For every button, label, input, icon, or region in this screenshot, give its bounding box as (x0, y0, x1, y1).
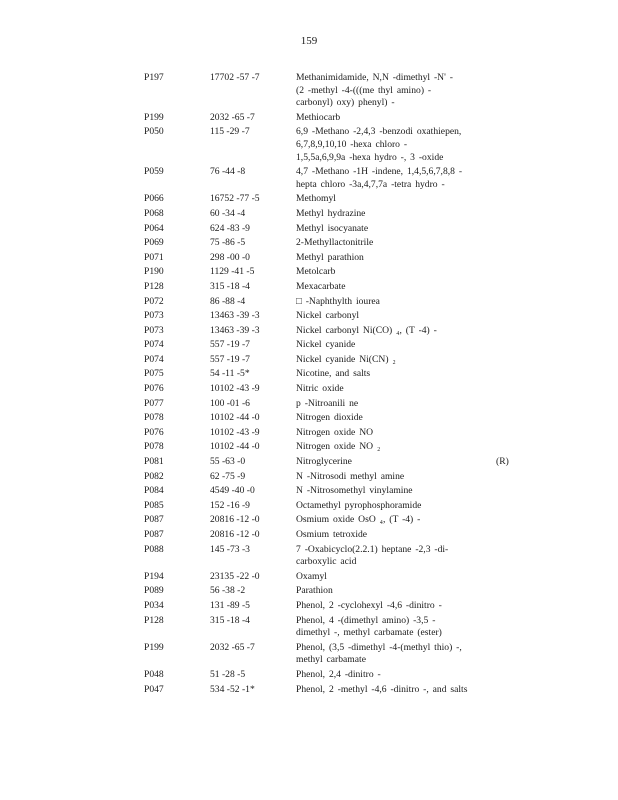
waste-code: P084 (144, 485, 164, 497)
waste-code: P087 (144, 514, 164, 526)
entry-row (0, 112, 618, 125)
substance-name (296, 112, 496, 125)
substance-name-line: Octamethyl pyrophosphoramide (296, 499, 422, 511)
waste-code: P073 (144, 310, 164, 322)
entry-row (0, 166, 618, 191)
entry-row (0, 72, 618, 110)
substance-name (296, 427, 496, 440)
entries-table (0, 72, 618, 698)
substance-name (296, 383, 496, 396)
page-number: 159 (300, 35, 318, 47)
cas-number: 13463 -39 -3 (210, 324, 260, 336)
substance-name-line: (2 -methyl -4-(((me thyl amino) - (296, 84, 432, 96)
entry-row (0, 266, 618, 279)
substance-name (296, 354, 496, 367)
substance-name-line: dimethyl -, methyl carbamate (ester) (296, 627, 442, 639)
cas-number: 54 -11 -5* (210, 368, 250, 380)
waste-code: P078 (144, 441, 164, 453)
waste-code: P071 (144, 251, 164, 263)
substance-name (296, 571, 496, 584)
substance-name (296, 529, 496, 542)
substance-name (296, 237, 496, 250)
entry-row (0, 441, 618, 454)
entry-row (0, 514, 618, 527)
substance-name-line: Methyl isocyanate (296, 222, 369, 234)
waste-code: P064 (144, 222, 164, 234)
waste-code: P048 (144, 668, 164, 680)
substance-name-line: Nickel carbonyl (296, 310, 360, 322)
cas-number: 86 -88 -4 (210, 295, 246, 307)
substance-name-line: Nitric oxide (296, 383, 344, 395)
substance-name-line: Oxamyl (296, 570, 327, 582)
substance-name-line: 6,9 -Methano -2,4,3 -benzodi oxathiepen, (296, 126, 462, 138)
cas-number: 131 -89 -5 (210, 599, 250, 611)
cas-number: 56 -38 -2 (210, 585, 246, 597)
waste-code: P074 (144, 339, 164, 351)
waste-code: P068 (144, 207, 164, 219)
substance-name (296, 266, 496, 279)
substance-name-line: 1,5,5a,6,9,9a -hexa hydro -, 3 -oxide (296, 151, 444, 163)
waste-code: P081 (144, 456, 164, 468)
waste-code: P078 (144, 412, 164, 424)
waste-code: P069 (144, 237, 164, 249)
entry-row (0, 296, 618, 309)
cas-number: 1129 -41 -5 (210, 266, 255, 278)
substance-name-line: 6,7,8,9,10,10 -hexa chloro - (296, 138, 408, 150)
substance-name (296, 642, 496, 667)
substance-name-line: hepta chloro -3a,4,7,7a -tetra hydro - (296, 178, 445, 190)
substance-name-line: Osmium oxide OsO ₄, (T -4) - (296, 514, 421, 526)
substance-name (296, 252, 496, 265)
substance-name (296, 310, 496, 323)
substance-name-line: N -Nitrosomethyl vinylamine (296, 485, 413, 497)
substance-name-line: Phenol, 4 -(dimethyl amino) -3,5 - (296, 614, 436, 626)
waste-code: P073 (144, 324, 164, 336)
entry-row (0, 642, 618, 667)
substance-name-line: Metolcarb (296, 266, 336, 278)
entry-row (0, 529, 618, 542)
waste-code: P082 (144, 470, 164, 482)
substance-name-line: Phenol, 2 -cyclohexyl -4,6 -dinitro - (296, 599, 442, 611)
entry-row (0, 383, 618, 396)
substance-name-line: Parathion (296, 585, 333, 597)
cas-number: 75 -86 -5 (210, 237, 246, 249)
substance-name (296, 669, 496, 682)
cas-number: 60 -34 -4 (210, 207, 246, 219)
cas-number: 10102 -43 -9 (210, 383, 260, 395)
waste-code: P089 (144, 585, 164, 597)
cas-number: 145 -73 -3 (210, 543, 250, 555)
entry-row (0, 339, 618, 352)
waste-code: P050 (144, 126, 164, 138)
substance-name-line: p -Nitroanili ne (296, 397, 359, 409)
waste-code: P190 (144, 266, 164, 278)
entry-row (0, 208, 618, 221)
cas-number: 13463 -39 -3 (210, 310, 260, 322)
substance-name (296, 208, 496, 221)
substance-name-line: methyl carbamate (296, 654, 366, 666)
cas-number: 2032 -65 -7 (210, 641, 255, 653)
cas-number: 20816 -12 -0 (210, 514, 260, 526)
substance-name (296, 684, 496, 697)
substance-name-line: Phenol, 2 -methyl -4,6 -dinitro -, and salts (296, 683, 468, 695)
entry-row (0, 684, 618, 697)
substance-name-line: carboxylic acid (296, 556, 357, 568)
entry-row (0, 237, 618, 250)
entry-row (0, 223, 618, 236)
substance-name-line: Methanimidamide, N,N -dimethyl -N' - (296, 72, 453, 83)
waste-code: P059 (144, 166, 164, 178)
waste-code: P076 (144, 426, 164, 438)
entry-row (0, 354, 618, 367)
substance-name-line: Nickel carbonyl Ni(CO) ₄, (T -4) - (296, 324, 437, 336)
entry-row (0, 310, 618, 323)
waste-code: P077 (144, 397, 164, 409)
entry-row (0, 325, 618, 338)
waste-code: P199 (144, 641, 164, 653)
cas-number: 20816 -12 -0 (210, 529, 260, 540)
cas-number: 115 -29 -7 (210, 126, 250, 138)
waste-code: P087 (144, 529, 164, 540)
cas-number: 557 -19 -7 (210, 339, 250, 351)
substance-name-line: Nickel cyanide (296, 339, 356, 351)
cas-number: 557 -19 -7 (210, 353, 250, 365)
substance-name (296, 544, 496, 569)
substance-name-line: Osmium tetroxide (296, 529, 368, 540)
substance-name-line: Methyl parathion (296, 251, 364, 263)
substance-name-line: Methyl hydrazine (296, 207, 366, 219)
entry-row (0, 669, 618, 682)
substance-name-line: 2-Methyllactonitrile (296, 237, 374, 249)
substance-name-line: Nitrogen dioxide (296, 412, 363, 424)
substance-name (296, 193, 496, 206)
entry-row (0, 500, 618, 513)
substance-name (296, 296, 496, 309)
cas-number: 315 -18 -4 (210, 280, 250, 292)
entry-row (0, 412, 618, 425)
substance-name-line: Methomyl (296, 193, 336, 205)
substance-name (296, 281, 496, 294)
substance-name-line: Nitrogen oxide NO (296, 426, 374, 438)
cas-number: 76 -44 -8 (210, 166, 246, 178)
cas-number: 51 -28 -5 (210, 668, 246, 680)
waste-code: P197 (144, 72, 164, 83)
substance-name-line: □ -Naphthylth iourea (296, 295, 380, 307)
cas-number: 624 -83 -9 (210, 222, 250, 234)
substance-name (296, 485, 496, 498)
waste-code: P072 (144, 295, 164, 307)
waste-code: P076 (144, 383, 164, 395)
substance-name-line: Mexacarbate (296, 280, 346, 292)
substance-name (296, 500, 496, 513)
entry-row (0, 368, 618, 381)
entry-row (0, 471, 618, 484)
substance-name (296, 166, 496, 191)
substance-name (296, 456, 496, 469)
substance-name (296, 339, 496, 352)
substance-name (296, 514, 496, 527)
substance-name (296, 72, 496, 110)
substance-name (296, 223, 496, 236)
waste-code: P075 (144, 368, 164, 380)
waste-code: P088 (144, 543, 164, 555)
entry-row (0, 252, 618, 265)
cas-number: 4549 -40 -0 (210, 485, 255, 497)
entry-row (0, 615, 618, 640)
substance-name-line: 7 -Oxabicyclo(2.2.1) heptane -2,3 -di- (296, 543, 449, 555)
entry-row (0, 544, 618, 569)
substance-name-line: Nitroglycerine (296, 456, 352, 468)
cas-number: 62 -75 -9 (210, 470, 246, 482)
cas-number: 100 -01 -6 (210, 397, 250, 409)
waste-code: P047 (144, 683, 164, 695)
entry-row (0, 398, 618, 411)
entry-row (0, 193, 618, 206)
substance-name (296, 471, 496, 484)
entry-row (0, 456, 618, 469)
entry-row (0, 126, 618, 164)
cas-number: 10102 -44 -0 (210, 441, 260, 453)
substance-name (296, 615, 496, 640)
cas-number: 534 -52 -1* (210, 683, 255, 695)
cas-number: 17702 -57 -7 (210, 72, 260, 83)
waste-code: P199 (144, 111, 164, 123)
waste-code: P074 (144, 353, 164, 365)
cas-number: 152 -16 -9 (210, 499, 250, 511)
waste-code: P194 (144, 570, 164, 582)
substance-name (296, 126, 496, 164)
substance-name (296, 368, 496, 381)
cas-number: 55 -63 -0 (210, 456, 246, 468)
entry-row (0, 600, 618, 613)
substance-name (296, 325, 496, 338)
substance-name-line: Methiocarb (296, 111, 341, 123)
waste-code: P034 (144, 599, 164, 611)
waste-code: P128 (144, 614, 164, 626)
cas-number: 16752 -77 -5 (210, 193, 260, 205)
substance-name-line: carbonyl) oxy) phenyl) - (296, 97, 395, 109)
substance-name-line: N -Nitrosodi methyl amine (296, 470, 405, 482)
waste-code: P128 (144, 280, 164, 292)
substance-name-line: Nicotine, and salts (296, 368, 371, 380)
cas-number: 2032 -65 -7 (210, 111, 255, 123)
substance-name (296, 585, 496, 598)
waste-code: P066 (144, 193, 164, 205)
substance-name-line: Phenol, (3,5 -dimethyl -4-(methyl thio) -, (296, 641, 462, 653)
entry-row (0, 585, 618, 598)
entry-row (0, 281, 618, 294)
cas-number: 23135 -22 -0 (210, 570, 260, 582)
entry-row (0, 485, 618, 498)
hazard-note: (R) (496, 456, 509, 468)
cas-number: 10102 -43 -9 (210, 426, 260, 438)
cas-number: 315 -18 -4 (210, 614, 250, 626)
substance-name-line: Nitrogen oxide NO ₂ (296, 441, 381, 453)
substance-name (296, 412, 496, 425)
entry-row (0, 571, 618, 584)
substance-name-line: Phenol, 2,4 -dinitro - (296, 668, 381, 680)
entry-row (0, 427, 618, 440)
substance-name-line: Nickel cyanide Ni(CN) ₂ (296, 353, 396, 365)
substance-name-line: 4,7 -Methano -1H -indene, 1,4,5,6,7,8,8 - (296, 166, 463, 178)
waste-code: P085 (144, 499, 164, 511)
substance-name (296, 600, 496, 613)
substance-name (296, 398, 496, 411)
substance-name (296, 441, 496, 454)
cas-number: 10102 -44 -0 (210, 412, 260, 424)
cas-number: 298 -00 -0 (210, 251, 250, 263)
